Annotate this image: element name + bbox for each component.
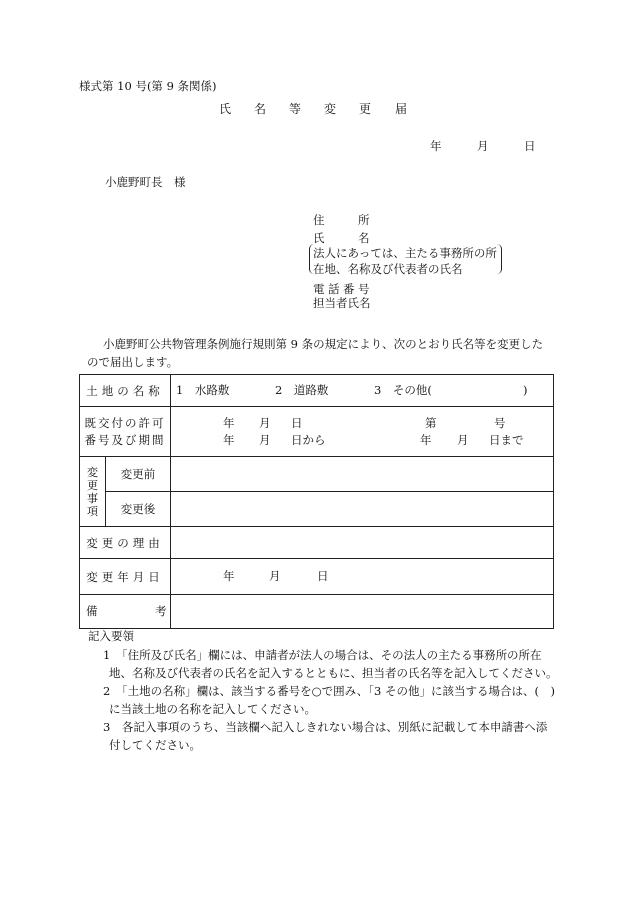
reason-label: 変更の理由 (80, 527, 171, 559)
change-before-row (80, 457, 554, 492)
land-name-label: 土地の名称 (80, 375, 171, 407)
title-char: 氏 (219, 102, 232, 116)
land-name-field[interactable] (171, 375, 554, 407)
change-date-label: 変更年月日 (80, 559, 171, 595)
change-date-field[interactable] (171, 559, 554, 595)
instruction-1-line1: 1 「住所及び氏名」欄には、申請者が法人の場合は、その法人の主たる事務所の所在 (103, 648, 542, 662)
before-field[interactable] (171, 457, 554, 492)
title-char: 等 (289, 102, 302, 116)
change-month-label: 月 (269, 569, 281, 583)
permit-field[interactable] (171, 407, 554, 457)
permit-number-prefix: 第 (425, 416, 437, 430)
change-year-label: 年 (223, 569, 235, 583)
permit-label: 既交付の許可 番号及び期間 (80, 407, 171, 457)
contact-person-label: 担当者氏名 (313, 296, 371, 310)
permit-day-label: 日 (291, 416, 303, 430)
land-option-2: 2 道路敷 (275, 383, 329, 397)
date-year-label: 年 (430, 139, 442, 153)
form-number: 様式第 10 号(第 9 条関係) (79, 79, 217, 93)
instruction-3-line1: 3 各記入事項のうち、当該欄へ記入しきれない場合は、別紙に記載して本申請書へ添 (103, 720, 548, 734)
remarks-row (80, 595, 554, 629)
period-end-year-label: 年 (420, 433, 432, 447)
remarks-field[interactable] (171, 595, 554, 629)
instruction-2-line1: 2 「土地の名称」欄は、該当する番号を○で囲み、「3 その他」に該当する場合は、( ) (103, 684, 555, 698)
instruction-3-line2: 付してください。 (109, 738, 201, 752)
after-field[interactable] (171, 492, 554, 527)
addressee: 小鹿野町長 様 (105, 175, 186, 189)
period-end-day-label: 日まで (489, 433, 524, 447)
body-text-line1: 小鹿野町公共物管理条例施行規則第 9 条の規定により、次のとおり氏名等を変更した (103, 337, 544, 351)
land-option-close-paren: ) (523, 383, 528, 397)
instruction-2-line2: に当該土地の名称を記入してください。 (109, 702, 316, 716)
title-char: 更 (359, 102, 372, 116)
period-start-month-label: 月 (259, 433, 271, 447)
change-day-label: 日 (317, 569, 329, 583)
permit-number-suffix: 号 (494, 416, 506, 430)
land-option-3: 3 その他( (374, 383, 432, 397)
after-label: 変更後 (106, 492, 171, 527)
change-after-row (80, 492, 554, 527)
change-date-row (80, 559, 554, 595)
before-label: 変更前 (106, 457, 171, 492)
change-form-table (79, 374, 554, 629)
instructions-heading: 記入要領 (88, 629, 134, 643)
reason-field[interactable] (171, 527, 554, 559)
permit-month-label: 月 (259, 416, 271, 430)
land-option-1: 1 水路敷 (176, 383, 230, 397)
period-start-day-label: 日から (291, 433, 326, 447)
corp-note-line2: 在地、名称及び代表者の氏名 (313, 262, 463, 276)
change-items-label: 変更事項 (80, 457, 106, 527)
remarks-label: 備 考 (80, 595, 171, 629)
title-char: 名 (254, 102, 267, 116)
title-char: 届 (395, 102, 408, 116)
date-month-label: 月 (477, 139, 489, 153)
instruction-1-line2: 地、名称及び代表者の氏名を記入するとともに、担当者の氏名等を記入してください。 (109, 666, 558, 680)
permit-row (80, 407, 554, 457)
title-char: 変 (324, 102, 337, 116)
body-text-line2: ので届出します。 (87, 355, 179, 369)
period-end-month-label: 月 (457, 433, 469, 447)
period-start-year-label: 年 (223, 433, 235, 447)
corp-note-line1: 法人にあっては、主たる事務所の所 (313, 246, 497, 260)
land-name-row (80, 375, 554, 407)
reason-row (80, 527, 554, 559)
permit-year-label: 年 (223, 416, 235, 430)
date-day-label: 日 (524, 139, 536, 153)
